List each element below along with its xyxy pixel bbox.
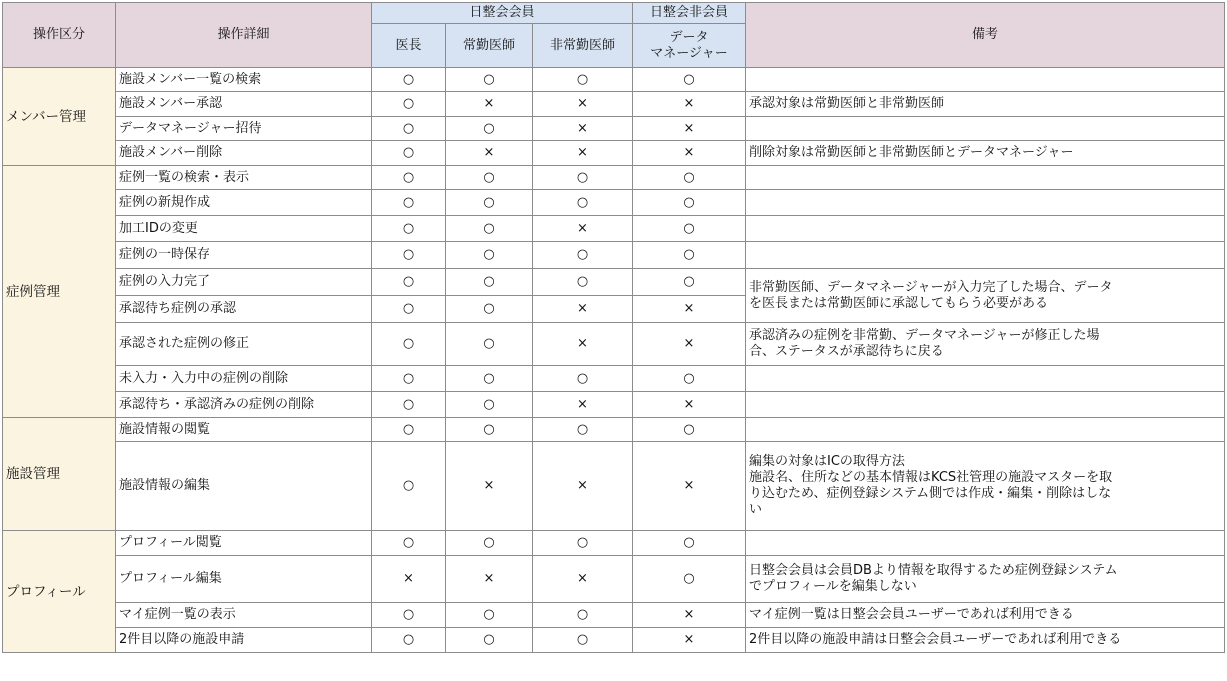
table-row — [3, 216, 1225, 242]
category-cell: メンバー管理 — [3, 68, 116, 166]
note-cell — [746, 628, 1225, 653]
mark-cell: ○ — [533, 418, 633, 442]
note-cell — [746, 556, 1225, 603]
mark-cell: × — [633, 92, 746, 117]
table-row — [3, 392, 1225, 418]
note-line: でプロフィールを編集しない — [749, 579, 917, 594]
note-cell — [746, 216, 1225, 242]
category-cell: プロフィール — [3, 531, 116, 653]
mark-cell: ○ — [633, 190, 746, 216]
mark-cell: ○ — [446, 269, 533, 296]
note-cell — [746, 166, 1225, 190]
mark-cell: ○ — [372, 117, 446, 141]
table-row — [3, 628, 1225, 653]
mark-cell: ○ — [446, 216, 533, 242]
mark-cell: × — [633, 628, 746, 653]
detail-cell: 承認待ち症例の承認 — [116, 296, 372, 323]
mark-cell: ○ — [446, 628, 533, 653]
detail-header: 操作詳細 — [116, 3, 372, 68]
detail-cell: 加工IDの変更 — [116, 216, 372, 242]
table-row — [3, 531, 1225, 556]
note-line: マイ症例一覧は日整会会員ユーザーであれば利用できる — [749, 607, 1074, 622]
note-line: 編集の対象はICの取得方法 — [749, 454, 905, 469]
detail-cell: 症例の一時保存 — [116, 242, 372, 269]
detail-cell: 施設メンバー削除 — [116, 141, 372, 166]
note-line: い — [749, 502, 763, 517]
note-line: を医長または常勤医師に承認してもらう必要がある — [749, 295, 1049, 311]
mark-cell: × — [533, 556, 633, 603]
detail-cell: 施設情報の閲覧 — [116, 418, 372, 442]
category-cell: 症例管理 — [3, 166, 116, 418]
detail-cell: 症例の新規作成 — [116, 190, 372, 216]
note-line: り込むため、症例登録システム側では作成・編集・削除はしな — [749, 486, 1112, 501]
mark-cell: ○ — [372, 392, 446, 418]
mark-cell: ○ — [633, 531, 746, 556]
note-cell — [746, 269, 1225, 323]
mark-cell: × — [446, 556, 533, 603]
mark-cell: × — [533, 392, 633, 418]
detail-cell: 承認された症例の修正 — [116, 323, 372, 366]
note-cell — [746, 366, 1225, 392]
mark-cell: × — [533, 216, 633, 242]
detail-cell: 2件目以降の施設申請 — [116, 628, 372, 653]
note-line: 施設名、住所などの基本情報はKCS社管理の施設マスターを取 — [749, 470, 1113, 485]
mark-cell: × — [533, 117, 633, 141]
mark-cell: × — [533, 92, 633, 117]
table-row — [3, 190, 1225, 216]
note-cell — [746, 323, 1225, 366]
mark-cell: × — [633, 442, 746, 531]
mark-cell: ○ — [533, 366, 633, 392]
mark-cell: × — [633, 392, 746, 418]
table-row — [3, 603, 1225, 628]
detail-cell: 施設メンバー一覧の検索 — [116, 68, 372, 92]
detail-cell: 施設情報の編集 — [116, 442, 372, 531]
mark-cell: ○ — [372, 242, 446, 269]
mark-cell: × — [533, 296, 633, 323]
mark-cell: × — [372, 556, 446, 603]
mark-cell: ○ — [446, 392, 533, 418]
role-header-director: 医長 — [372, 24, 446, 68]
permission-table — [2, 2, 1225, 653]
mark-cell: ○ — [533, 166, 633, 190]
table-row — [3, 442, 1225, 531]
mark-cell: ○ — [633, 242, 746, 269]
mark-cell: ○ — [372, 216, 446, 242]
mark-cell: ○ — [633, 216, 746, 242]
mark-cell: ○ — [372, 92, 446, 117]
mark-cell: ○ — [372, 166, 446, 190]
mark-cell: × — [633, 603, 746, 628]
notes-header: 備考 — [746, 3, 1225, 68]
detail-cell: マイ症例一覧の表示 — [116, 603, 372, 628]
table-row — [3, 242, 1225, 269]
table-row — [3, 323, 1225, 366]
category-cell: 施設管理 — [3, 418, 116, 531]
mark-cell: ○ — [372, 190, 446, 216]
table-row — [3, 92, 1225, 117]
mark-cell: × — [633, 117, 746, 141]
mark-cell: ○ — [372, 68, 446, 92]
mark-cell: ○ — [633, 269, 746, 296]
note-line: 日整会会員は会員DBより情報を取得するため症例登録システム — [749, 563, 1118, 578]
note-cell — [746, 68, 1225, 92]
note-line: 非常勤医師、データマネージャーが入力完了した場合、データ — [749, 279, 1113, 295]
mark-cell: × — [446, 92, 533, 117]
detail-cell: 施設メンバー承認 — [116, 92, 372, 117]
mark-cell: ○ — [446, 531, 533, 556]
table-row — [3, 418, 1225, 442]
note-cell — [746, 141, 1225, 166]
mark-cell: × — [446, 442, 533, 531]
detail-cell: プロフィール編集 — [116, 556, 372, 603]
note-line: 承認済みの症例を非常勤、データマネージャーが修正した場 — [749, 328, 1100, 343]
mark-cell: ○ — [533, 531, 633, 556]
detail-cell: 症例一覧の検索・表示 — [116, 166, 372, 190]
mark-cell: ○ — [446, 242, 533, 269]
mark-cell: ○ — [633, 68, 746, 92]
mark-cell: × — [533, 141, 633, 166]
mark-cell: ○ — [533, 190, 633, 216]
note-cell — [746, 418, 1225, 442]
mark-cell: ○ — [446, 68, 533, 92]
table-row — [3, 556, 1225, 603]
mark-cell: ○ — [372, 366, 446, 392]
mark-cell: ○ — [446, 117, 533, 141]
mark-cell: ○ — [633, 418, 746, 442]
member-group-header: 日整会会員 — [372, 3, 633, 24]
mark-cell: ○ — [372, 296, 446, 323]
mark-cell: ○ — [533, 269, 633, 296]
role-header-parttime: 非常勤医師 — [533, 24, 633, 68]
detail-cell: 承認待ち・承認済みの症例の削除 — [116, 392, 372, 418]
mark-cell: ○ — [446, 366, 533, 392]
mark-cell: ○ — [372, 323, 446, 366]
mark-cell: ○ — [533, 242, 633, 269]
detail-cell: 症例の入力完了 — [116, 269, 372, 296]
mark-cell: ○ — [372, 269, 446, 296]
role-header-line: データ — [669, 29, 709, 45]
mark-cell: ○ — [446, 323, 533, 366]
mark-cell: ○ — [446, 603, 533, 628]
mark-cell: ○ — [372, 442, 446, 531]
table-row — [3, 117, 1225, 141]
note-cell — [746, 92, 1225, 117]
mark-cell: ○ — [372, 141, 446, 166]
note-cell — [746, 190, 1225, 216]
role-header-data-manager — [633, 24, 746, 68]
mark-cell: × — [446, 141, 533, 166]
table-row — [3, 68, 1225, 92]
detail-cell: データマネージャー招待 — [116, 117, 372, 141]
mark-cell: × — [633, 323, 746, 366]
mark-cell: × — [633, 296, 746, 323]
mark-cell: × — [633, 141, 746, 166]
mark-cell: ○ — [372, 418, 446, 442]
mark-cell: ○ — [633, 556, 746, 603]
note-line: 2件目以降の施設申請は日整会会員ユーザーであれば利用できる — [749, 632, 1122, 647]
detail-cell: 未入力・入力中の症例の削除 — [116, 366, 372, 392]
note-line: 削除対象は常勤医師と非常勤医師とデータマネージャー — [749, 145, 1074, 160]
note-line: 合、ステータスが承認待ちに戻る — [749, 344, 944, 359]
mark-cell: ○ — [633, 166, 746, 190]
mark-cell: ○ — [533, 603, 633, 628]
mark-cell: × — [533, 442, 633, 531]
mark-cell: ○ — [446, 418, 533, 442]
mark-cell: ○ — [446, 190, 533, 216]
note-cell — [746, 442, 1225, 531]
category-header: 操作区分 — [3, 3, 116, 68]
mark-cell: ○ — [533, 68, 633, 92]
mark-cell: ○ — [446, 296, 533, 323]
detail-cell: プロフィール閲覧 — [116, 531, 372, 556]
table-row — [3, 269, 1225, 296]
note-cell — [746, 117, 1225, 141]
table-row — [3, 141, 1225, 166]
note-cell — [746, 242, 1225, 269]
mark-cell: ○ — [446, 166, 533, 190]
mark-cell: ○ — [633, 366, 746, 392]
note-cell — [746, 531, 1225, 556]
mark-cell: ○ — [372, 628, 446, 653]
note-cell — [746, 392, 1225, 418]
mark-cell: ○ — [372, 603, 446, 628]
nonmember-group-header: 日整会非会員 — [633, 3, 746, 24]
table-row — [3, 166, 1225, 190]
role-header-line: マネージャー — [650, 45, 728, 61]
mark-cell: ○ — [372, 531, 446, 556]
note-line: 承認対象は常勤医師と非常勤医師 — [749, 96, 945, 111]
mark-cell: ○ — [533, 628, 633, 653]
note-cell — [746, 603, 1225, 628]
mark-cell: × — [533, 323, 633, 366]
role-header-fulltime: 常勤医師 — [446, 24, 533, 68]
table-row — [3, 366, 1225, 392]
